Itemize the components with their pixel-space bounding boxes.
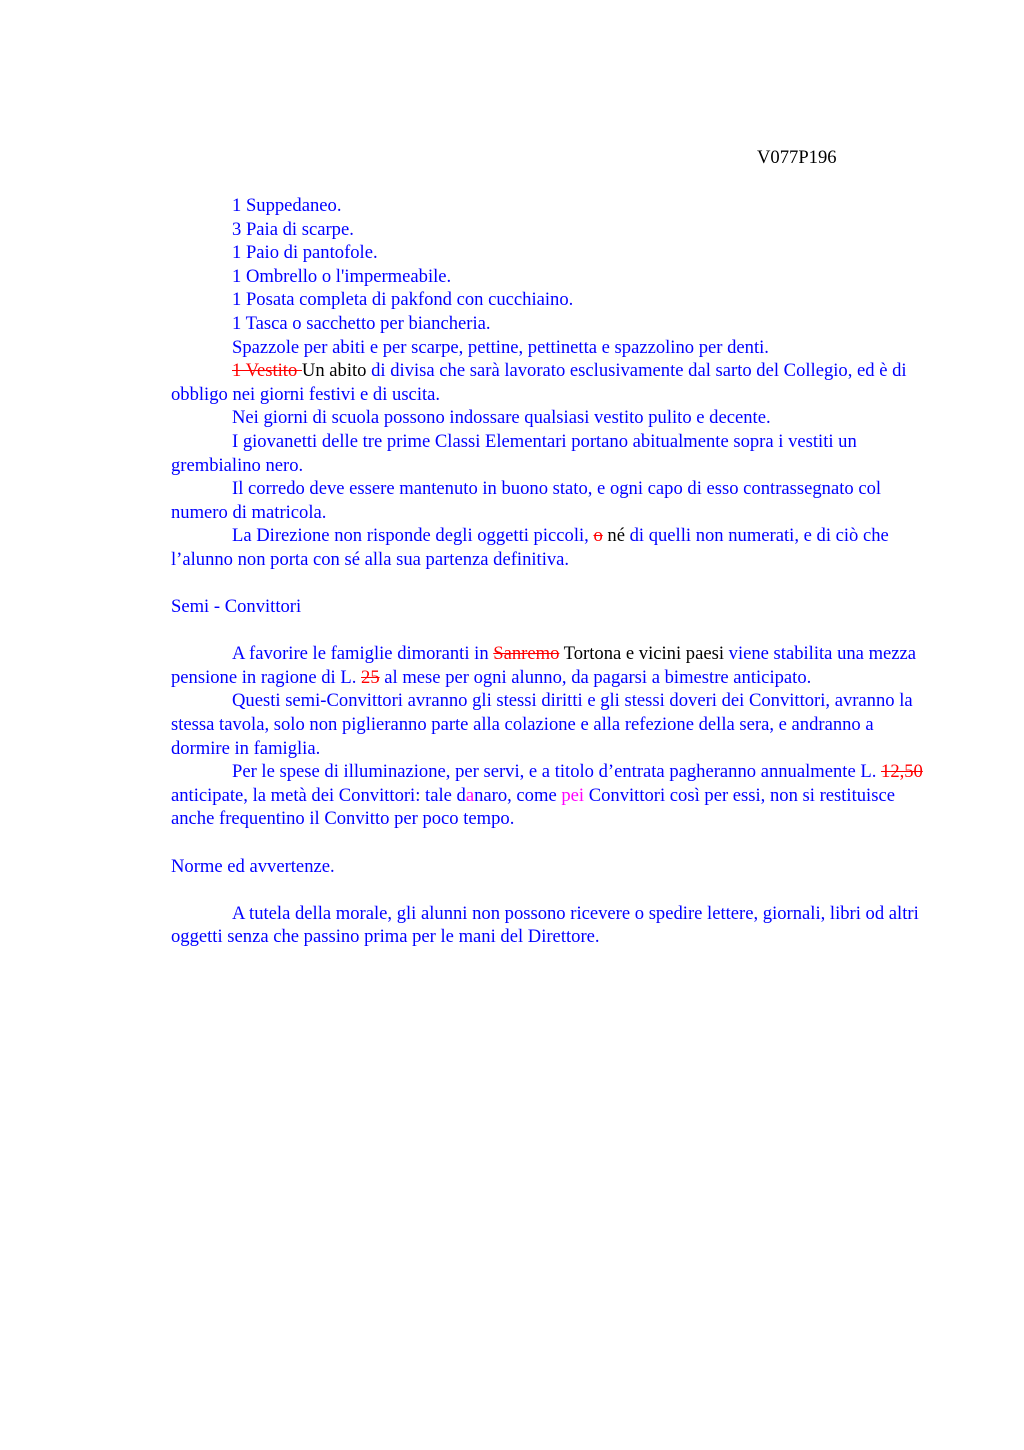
spacer: [171, 878, 929, 902]
spacer: [171, 619, 929, 643]
highlighted-word: pei: [561, 784, 585, 806]
deleted-amount: 25: [361, 666, 380, 688]
highlighted-letter: a: [465, 784, 475, 806]
spacer: [171, 572, 929, 596]
paragraph-text: Convittori così per essi, non si restituisce anche frequentino il Convitto per poco tempo.: [171, 784, 895, 830]
paragraph-favorire: [171, 642, 929, 689]
paragraph-spese: [171, 760, 929, 831]
paragraph-corredo: Il corredo deve essere mantenuto in buono stato, e ogni capo di esso contrassegnato col numero di matricola.: [171, 478, 882, 523]
inserted-text: né: [602, 525, 625, 547]
list-item: Spazzole per abiti e per scarpe, pettine, pettinetta e spazzolino per denti.: [232, 336, 769, 358]
paragraph-text: La Direzione non risponde degli oggetti piccoli,: [232, 525, 594, 547]
deleted-text: o: [593, 525, 603, 547]
paragraph-scuola: Nei giorni di scuola possono indossare qualsiasi vestito pulito e decente.: [232, 407, 771, 429]
paragraph-text: al mese per ogni alunno, da pagarsi a bimestre anticipato.: [379, 666, 812, 688]
spacer: [171, 831, 929, 855]
paragraph-text: di quelli non numerati, e di ciò che l’alunno non porta con sé alla sua partenza definitiva.: [171, 525, 889, 570]
inserted-text: Tortona e vicini paesi: [559, 643, 724, 665]
paragraph-tutela: A tutela della morale, gli alunni non possono ricevere o spedire lettere, giornali, libri od altri oggetti senza che passino prima per le mani del Direttore.: [171, 902, 919, 948]
paragraph-text: anticipate, la metà dei Convittori: tale d: [171, 784, 466, 806]
list-item: 1 Tasca o sacchetto per biancheria.: [232, 312, 491, 334]
section-heading-norme: Norme ed avvertenze.: [171, 855, 335, 877]
section-heading-semi-convittori: Semi - Convittori: [171, 596, 302, 618]
paragraph-text: viene stabilita una mezza pensione in ragione di L.: [171, 643, 917, 688]
paragraph-giovanetti: I giovanetti delle tre prime Classi Elementari portano abitualmente sopra i vestiti un grembialino nero.: [171, 430, 857, 476]
inserted-text: Un abito: [301, 360, 367, 382]
document-body: [171, 194, 929, 949]
paragraph-text: di divisa che sarà lavorato esclusivamente dal sarto del Collegio, ed è di obbligo nei giorni festivi e di uscita.: [171, 360, 907, 405]
paragraph-questi: Questi semi-Convittori avranno gli stessi diritti e gli stessi doveri dei Convittori, avranno la stessa tavola, solo non piglieranno parte alla colazione e alla refezione della sera, e andranno a dormire in famiglia.: [171, 690, 913, 759]
deleted-text: Sanremo: [493, 643, 560, 665]
list-item: 1 Paio di pantofole.: [232, 242, 378, 264]
paragraph-text: A favorire le famiglie dimoranti in: [232, 643, 494, 665]
paragraph-text: Per le spese di illuminazione, per servi, e a titolo d’entrata pagheranno annualmente L.: [232, 761, 882, 783]
paragraph-text: naro, come: [474, 784, 562, 806]
deleted-amount: 12,50: [881, 761, 923, 783]
list-item: 1 Posata completa di pakfond con cucchiaino.: [232, 289, 574, 311]
deleted-text: 1 Vestito: [232, 360, 302, 382]
list-item: 3 Paia di scarpe.: [232, 218, 354, 240]
paragraph-direzione: [171, 524, 929, 571]
paragraph-vestito: [171, 359, 929, 406]
list-item: 1 Suppedaneo.: [232, 195, 342, 216]
page-id: V077P196: [757, 147, 837, 168]
list-item: 1 Ombrello o l'impermeabile.: [232, 265, 452, 287]
